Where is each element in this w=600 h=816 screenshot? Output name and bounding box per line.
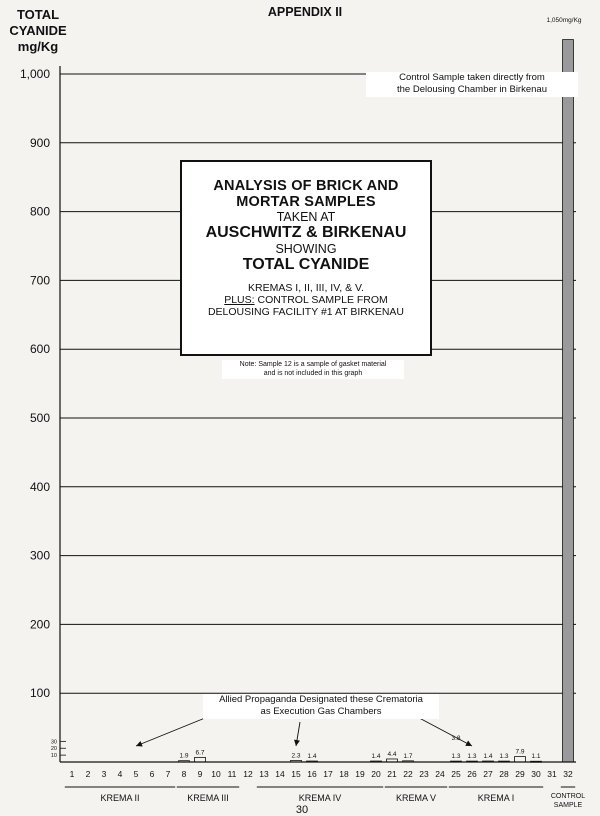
x-tick-label-2: 2	[85, 769, 91, 779]
x-tick-label-9: 9	[197, 769, 203, 779]
gasket-note-line-2: and is not included in this graph	[263, 370, 363, 378]
x-tick-label-7: 7	[165, 769, 171, 779]
x-tick-label-21: 21	[387, 769, 397, 779]
y-tick-label-400: 400	[29, 479, 50, 494]
gasket-note	[222, 360, 404, 379]
y-tick-label-300: 300	[29, 548, 50, 563]
x-tick-label-16: 16	[307, 769, 317, 779]
value-label-21: 4.4	[387, 750, 397, 758]
arrow-head-15	[294, 740, 300, 746]
y-tick-label-900: 900	[29, 135, 50, 150]
value-label-16: 1.4	[307, 753, 317, 761]
y-tick-label-700: 700	[29, 273, 50, 288]
group-label-krema-i: KREMA I	[477, 793, 515, 803]
group-label-krema-iv: KREMA IV	[298, 793, 342, 803]
group-label-krema-ii: KREMA II	[100, 793, 140, 803]
extra-value-label-25: 3.8	[451, 735, 461, 742]
value-label-32: 1,050mg/Kg	[546, 17, 582, 24]
labels-layer	[17, 17, 586, 809]
value-label-26: 1.3	[467, 753, 477, 761]
value-label-29: 7.9	[515, 748, 525, 756]
x-tick-label-24: 24	[435, 769, 445, 779]
group-label-control-sample-1: SAMPLE	[553, 802, 583, 809]
y-minor-tick-label-30: 30	[50, 739, 57, 746]
x-tick-label-5: 5	[133, 769, 139, 779]
y-tick-label-800: 800	[29, 204, 50, 219]
y-minor-tick-label-10: 10	[50, 753, 57, 760]
x-tick-label-3: 3	[101, 769, 107, 779]
y-tick-label-1000: 1,000	[19, 67, 50, 81]
info-box-line-9: DELOUSING FACILITY #1 AT BIRKENAU	[207, 305, 405, 318]
y-axis-label-line-2: CYANIDE	[9, 23, 67, 38]
value-label-20: 1.4	[371, 753, 381, 761]
x-tick-label-19: 19	[355, 769, 365, 779]
bars-layer	[179, 40, 574, 763]
arrow-line-5	[136, 718, 205, 746]
info-box-line-2: MORTAR SAMPLES	[236, 194, 376, 211]
x-tick-label-17: 17	[323, 769, 333, 779]
info-box-line-5: SHOWING	[275, 242, 337, 257]
x-tick-label-23: 23	[419, 769, 429, 779]
x-tick-label-1: 1	[69, 769, 75, 779]
y-tick-label-200: 200	[29, 617, 50, 632]
value-label-25: 1.3	[451, 753, 461, 761]
x-tick-label-15: 15	[291, 769, 301, 779]
allied-note-line-1: Allied Propaganda Designated these Crematoria	[219, 694, 423, 705]
info-box-line-7: KREMAS I, II, III, IV, & V.	[248, 282, 364, 295]
allied-note-line-2: as Execution Gas Chambers	[260, 706, 382, 718]
x-tick-label-4: 4	[117, 769, 123, 779]
x-tick-label-25: 25	[451, 769, 461, 779]
x-tick-label-32: 32	[563, 769, 573, 779]
page-number: 30	[295, 804, 309, 816]
bar-32	[563, 40, 574, 762]
x-tick-label-8: 8	[181, 769, 187, 779]
x-tick-label-28: 28	[499, 769, 509, 779]
value-label-15: 2.3	[291, 752, 301, 760]
info-box	[180, 160, 432, 356]
value-label-27: 1.4	[483, 753, 493, 761]
appendix-title: APPENDIX II	[267, 5, 343, 19]
y-tick-label-100: 100	[29, 686, 50, 701]
x-tick-label-13: 13	[259, 769, 269, 779]
x-tick-label-10: 10	[211, 769, 221, 779]
x-tick-label-22: 22	[403, 769, 413, 779]
allied-propaganda-note	[203, 694, 439, 719]
y-minor-tick-label-20: 20	[50, 746, 57, 753]
control-sample-callout	[366, 72, 578, 97]
x-tick-label-20: 20	[371, 769, 381, 779]
info-box-line-6: TOTAL CYANIDE	[242, 256, 370, 274]
x-tick-label-31: 31	[547, 769, 557, 779]
value-label-22: 1.7	[403, 752, 413, 760]
x-tick-label-6: 6	[149, 769, 155, 779]
bar-9	[195, 757, 206, 762]
value-label-30: 1.1	[531, 753, 541, 761]
value-label-8: 1.9	[179, 752, 189, 760]
x-tick-label-26: 26	[467, 769, 477, 779]
gasket-note-line-1: Note: Sample 12 is a sample of gasket material	[239, 361, 387, 368]
value-label-9: 6.7	[195, 749, 205, 757]
group-label-control-sample-0: CONTROL	[550, 793, 586, 800]
x-tick-label-30: 30	[531, 769, 541, 779]
x-tick-label-27: 27	[483, 769, 493, 779]
x-tick-label-14: 14	[275, 769, 285, 779]
y-tick-label-500: 500	[29, 411, 50, 425]
control-callout-line-2: the Delousing Chamber in Birkenau	[397, 84, 547, 96]
x-tick-label-18: 18	[339, 769, 349, 779]
control-callout-line-1: Control Sample taken directly from	[399, 72, 545, 83]
value-label-28: 1.3	[499, 753, 509, 761]
info-box-line-1: ANALYSIS OF BRICK AND	[213, 178, 399, 194]
x-tick-label-11: 11	[227, 769, 237, 779]
info-box-line-8-rest: CONTROL SAMPLE FROM	[254, 294, 388, 307]
x-tick-label-12: 12	[243, 769, 253, 779]
y-tick-label-600: 600	[29, 342, 50, 357]
info-box-line-4: AUSCHWITZ & BIRKENAU	[205, 224, 407, 242]
x-tick-label-29: 29	[515, 769, 525, 779]
plus-label: PLUS:	[224, 294, 255, 307]
group-label-krema-v: KREMA V	[395, 793, 437, 803]
y-axis-label-line-3: mg/Kg	[17, 39, 59, 54]
y-axis-label-line-1: TOTAL	[16, 7, 60, 22]
group-label-krema-iii: KREMA III	[187, 793, 229, 803]
bar-29	[515, 757, 526, 762]
info-box-line-3: TAKEN AT	[276, 210, 336, 225]
